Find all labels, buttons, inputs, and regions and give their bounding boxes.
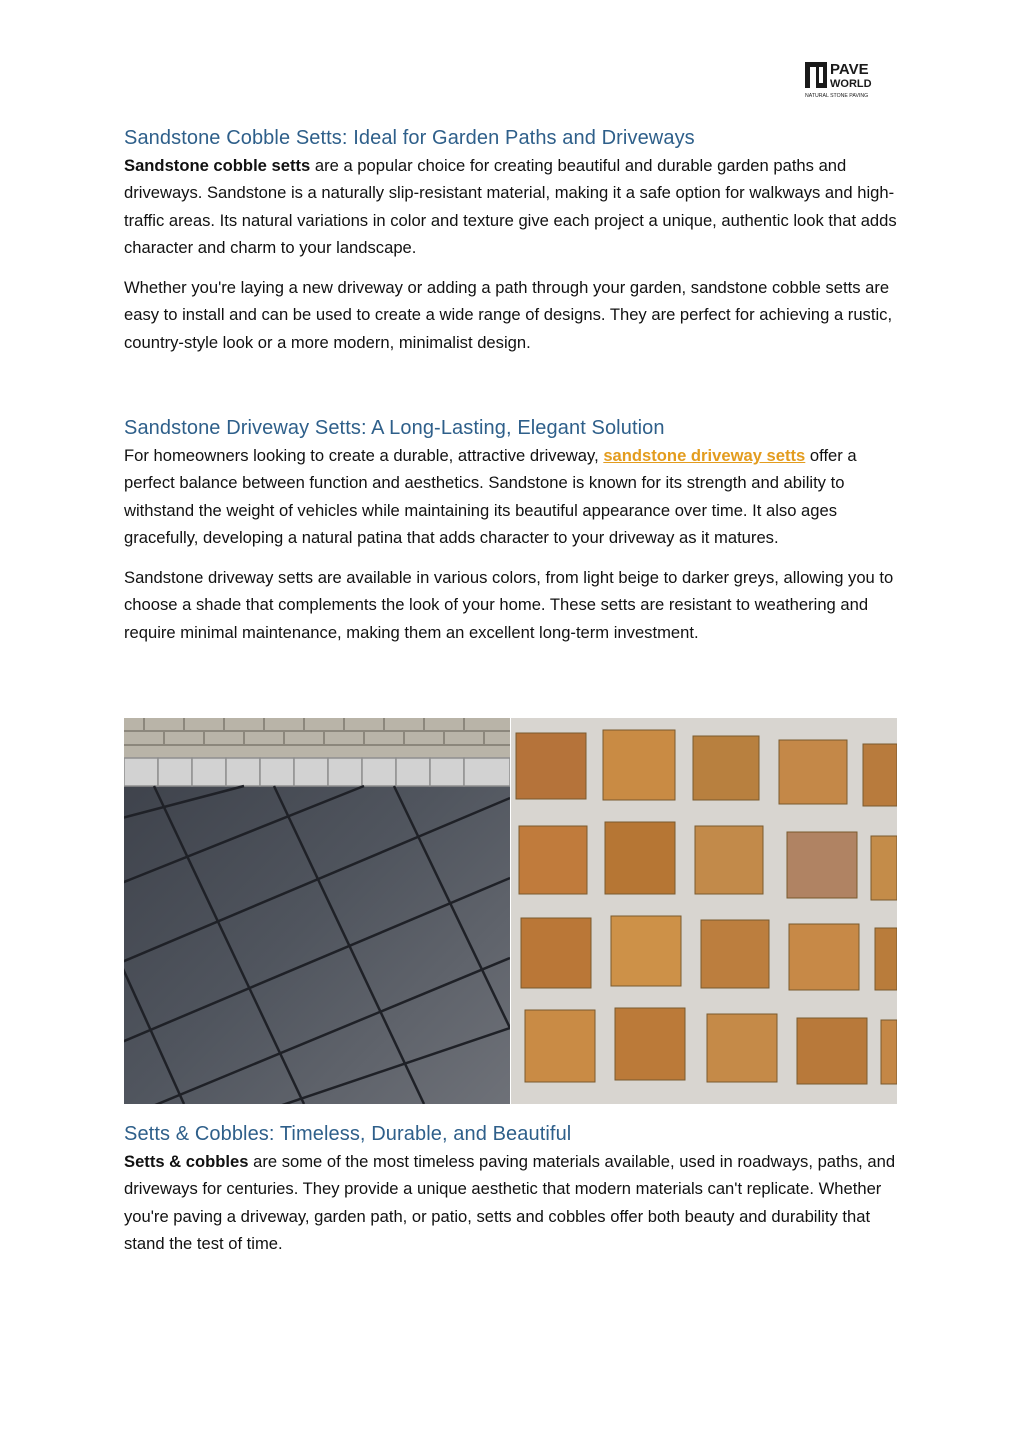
paragraph: Sandstone driveway setts are available in various colors, from light beige to darker greys, allowing you to choose a shade that complements the look of your home. These setts are resistant to weathering and require minimal maintenance, making them an excellent long-term investment. bbox=[124, 568, 894, 642]
section-heading: Sandstone Cobble Setts: Ideal for Garden Paths and Driveways bbox=[124, 127, 695, 149]
sandstone-setts-photo bbox=[511, 718, 897, 1104]
section-heading: Sandstone Driveway Setts: A Long-Lasting, Elegant Solution bbox=[124, 417, 665, 439]
section-heading: Setts & Cobbles: Timeless, Durable, and Beautiful bbox=[124, 1123, 572, 1145]
paragraph bbox=[124, 1148, 899, 1257]
section-cobble-setts bbox=[124, 124, 899, 356]
bold-term: Setts & cobbles bbox=[124, 1152, 249, 1171]
brand-name-bottom: WORLD bbox=[830, 78, 872, 90]
paragraph bbox=[124, 442, 899, 551]
grey-setts-photo bbox=[124, 718, 510, 1104]
sandstone-driveway-setts-link[interactable]: sandstone driveway setts bbox=[603, 446, 806, 465]
section-setts-cobbles bbox=[124, 1120, 899, 1257]
photo-strip bbox=[124, 718, 897, 1104]
section-driveway-setts bbox=[124, 414, 899, 646]
paragraph bbox=[124, 152, 899, 261]
paragraph: Whether you're laying a new driveway or adding a path through your garden, sandstone cobble setts are easy to install and can be used to create a wide range of designs. They are perfect for achieving a rustic, country-style look or a more modern, minimalist design. bbox=[124, 278, 893, 352]
paragraph-text: are a popular choice for creating beautiful and durable garden paths and driveways. Sandstone is a naturally slip-resistant material, making it a safe option for walkways and high-traffic areas. Its natural variations in color and texture give each project a unique, authentic look that adds character and charm to your landscape. bbox=[124, 156, 897, 257]
bold-term: Sandstone cobble setts bbox=[124, 156, 311, 175]
paragraph-text: offer a perfect balance between function and aesthetics. Sandstone is known for its strength and ability to withstand the weight of vehicles while maintaining its beautiful appearance over time. It also ages gracefully, developing a natural patina that adds character to your driveway as it matures. bbox=[124, 446, 857, 547]
brand-tagline: NATURAL STONE PAVING bbox=[805, 93, 869, 99]
paragraph-text: are some of the most timeless paving materials available, used in roadways, paths, and driveways for centuries. They provide a unique aesthetic that modern materials can't replicate. Whether you're paving a driveway, garden path, or patio, setts and cobbles offer both beauty and durability that stand the test of time. bbox=[124, 1152, 896, 1253]
pave-world-logo bbox=[805, 60, 900, 100]
paragraph-text: For homeowners looking to create a durable, attractive driveway, bbox=[124, 446, 604, 465]
brand-name-top: PAVE bbox=[830, 61, 869, 78]
